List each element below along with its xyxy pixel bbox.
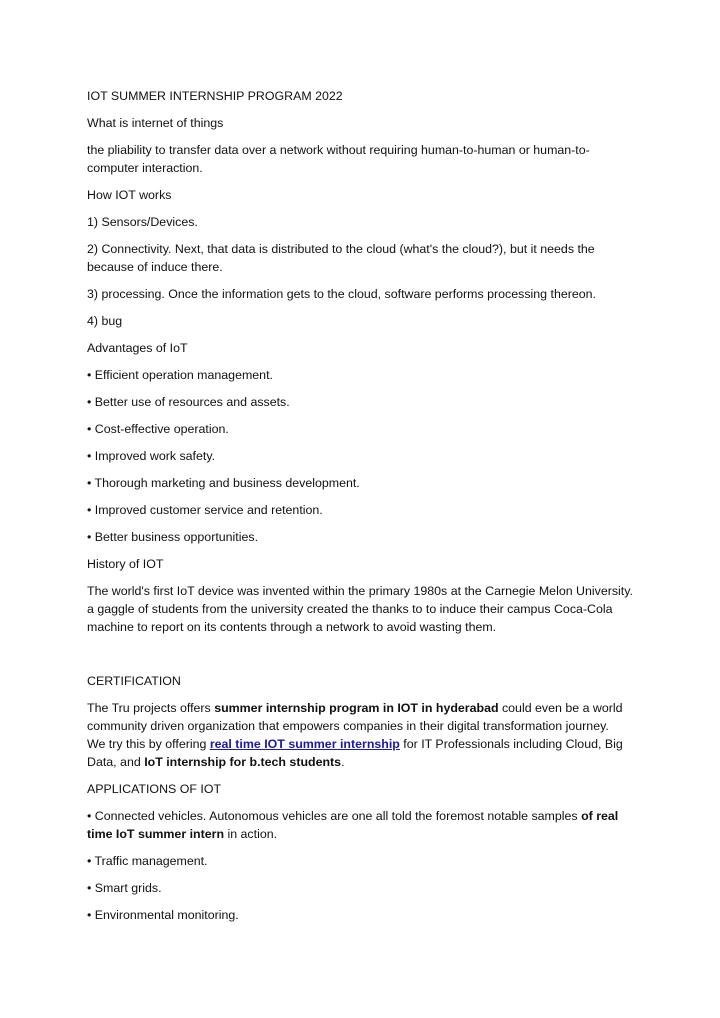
advantage-item: • Better use of resources and assets. <box>87 395 290 409</box>
question-heading: What is internet of things <box>87 116 224 130</box>
advantage-item: • Thorough marketing and business development. <box>87 476 360 490</box>
certification-paragraph: The Tru projects offers summer internship program in IOT in hyderabad could even be a world community driven organization that empowers companies in their digital transformation journey. We try this by offering real time IOT summer internship for IT Professionals including Cloud, Big Data, and IoT internship for b.tech students. <box>87 701 623 769</box>
advantage-item: • Improved customer service and retention. <box>87 503 323 517</box>
step-2: 2) Connectivity. Next, that data is distributed to the cloud (what's the cloud?), but it needs the because of induce there. <box>87 242 595 274</box>
application-item: • Smart grids. <box>87 881 162 895</box>
bold-phrase: time IoT summer intern <box>87 827 225 841</box>
application-item: • Traffic management. <box>87 854 208 868</box>
application-item: • Connected vehicles. Autonomous vehicles are one all told the foremost notable samples of real time IoT summer intern in action. <box>87 809 619 841</box>
application-item: • Environmental monitoring. <box>87 908 239 922</box>
advantage-item: • Cost-effective operation. <box>87 422 229 436</box>
advantages-heading: Advantages of IoT <box>87 341 188 355</box>
advantage-item: • Improved work safety. <box>87 449 216 463</box>
document-title: IOT SUMMER INTERNSHIP PROGRAM 2022 <box>87 89 343 103</box>
history-paragraph: The world's first IoT device was invented within the primary 1980s at the Carnegie Melon University. a gaggle of students from the university created the thanks to to induce their campus Coca-Cola machine to report on its contents through a network to avoid wasting them. <box>87 584 633 634</box>
bold-phrase: of real <box>581 809 619 823</box>
definition-paragraph: the pliability to transfer data over a network without requiring human-to-human or human-to- computer interaction. <box>87 143 590 175</box>
advantage-item: • Efficient operation management. <box>87 368 273 382</box>
bold-phrase: summer internship program in IOT in hyderabad <box>214 701 499 715</box>
step-4: 4) bug <box>87 314 123 328</box>
section-spacer <box>87 645 660 672</box>
history-heading: History of IOT <box>87 557 164 571</box>
advantage-item: • Better business opportunities. <box>87 530 259 544</box>
certification-heading: CERTIFICATION <box>87 674 181 688</box>
how-heading: How IOT works <box>87 188 172 202</box>
applications-heading: APPLICATIONS OF IOT <box>87 782 222 796</box>
step-3: 3) processing. Once the information gets to the cloud, software performs processing thereon. <box>87 287 596 301</box>
bold-phrase: IoT internship for b.tech students <box>144 755 342 769</box>
internship-link[interactable]: real time IOT summer internship <box>209 737 400 751</box>
step-1: 1) Sensors/Devices. <box>87 215 198 229</box>
